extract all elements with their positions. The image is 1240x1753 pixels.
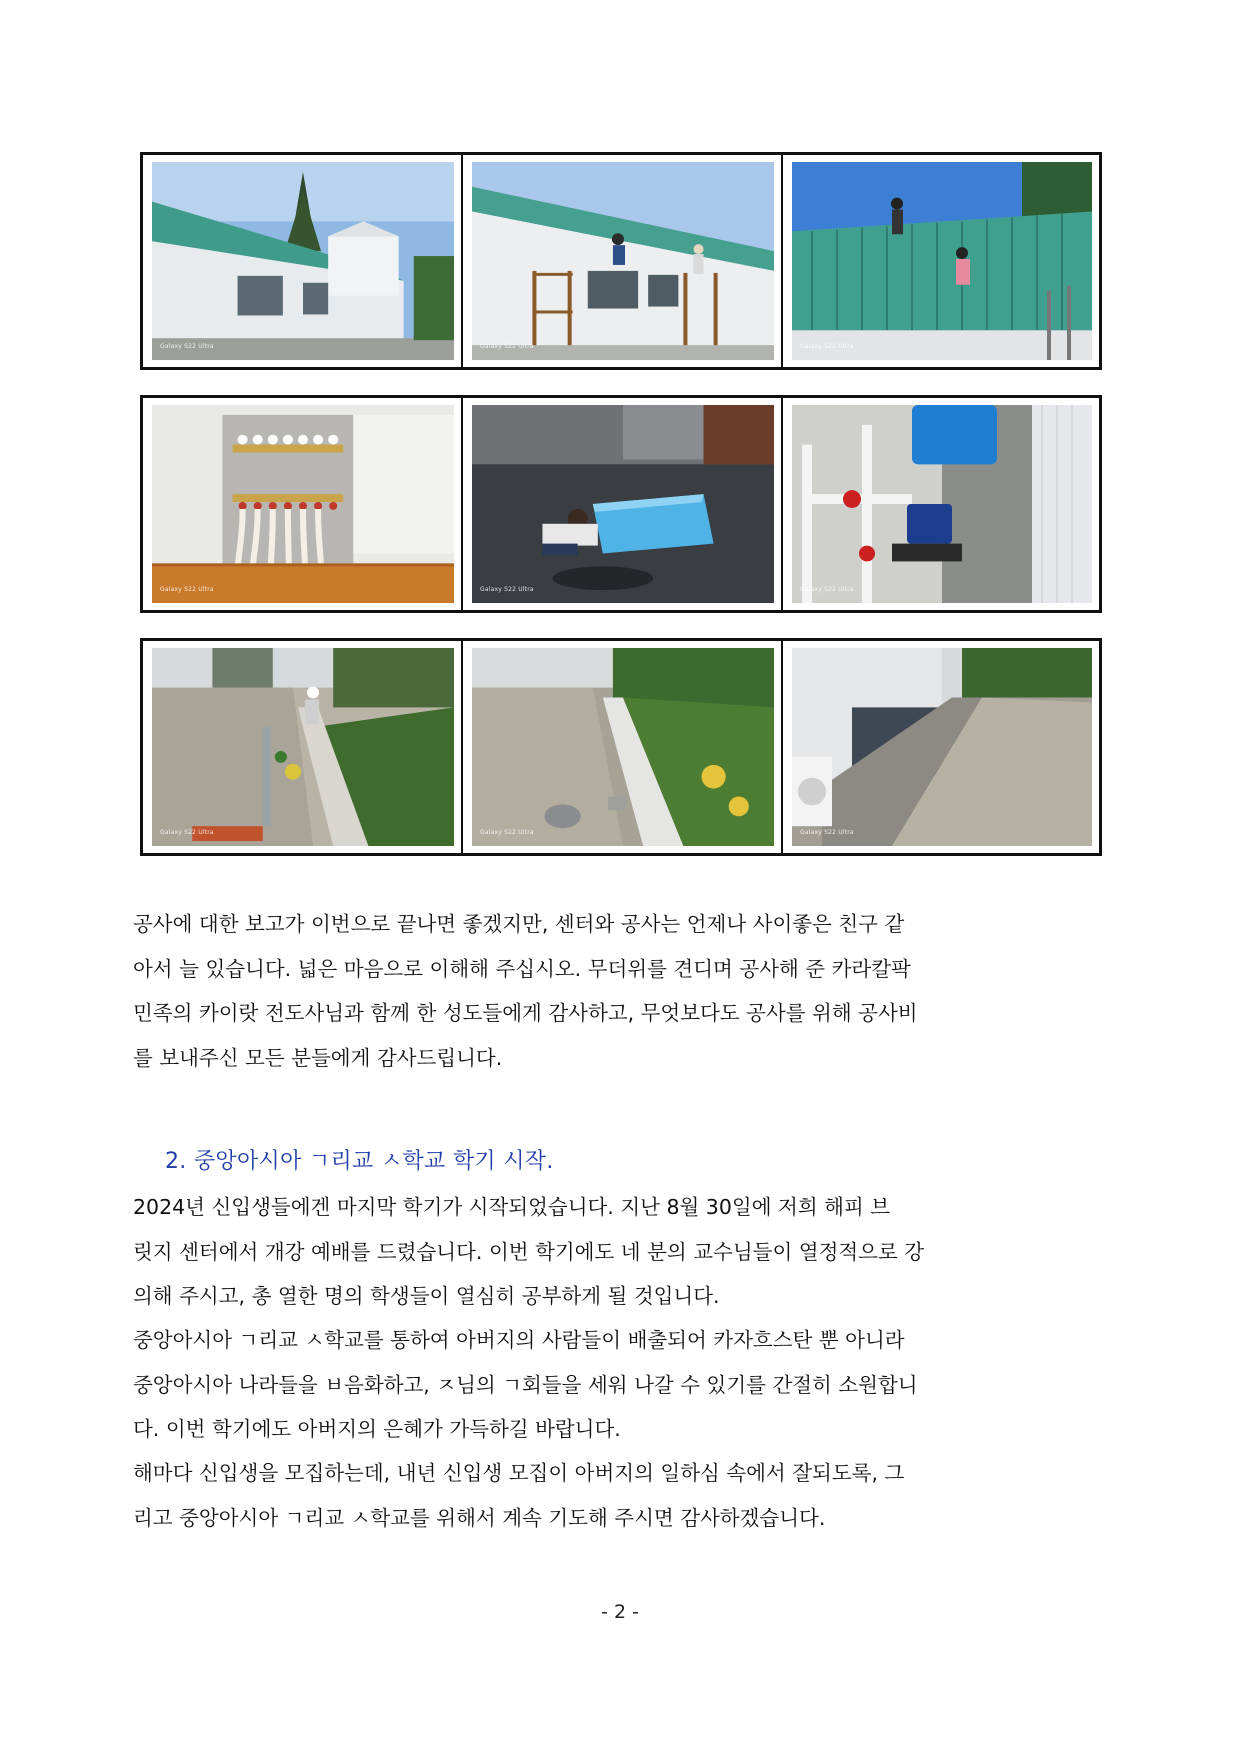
- photo-water-tank-yard: [472, 405, 774, 603]
- camera-watermark: Galaxy S22 Ultra: [480, 343, 534, 350]
- photo-cell: [461, 155, 781, 367]
- text-line: 리고 중앙아시아 ㄱ리교 ㅅ학교를 위해서 계속 기도해 주시면 감사하겠습니다.: [133, 1505, 826, 1530]
- camera-watermark: Galaxy S22 Ultra: [800, 586, 854, 593]
- photo-concrete-walkway: [792, 648, 1092, 846]
- camera-watermark: Galaxy S22 Ultra: [800, 343, 854, 350]
- paragraph-construction-report: [133, 902, 1100, 1080]
- text-line: 민족의 카이랏 전도사님과 함께 한 성도들에게 감사하고, 무엇보다도 공사를 위해 공사비: [133, 1001, 918, 1025]
- photo-garden-edging: [152, 648, 454, 846]
- photo-pump-and-pipes: [792, 405, 1092, 603]
- photo-cell: [143, 155, 461, 367]
- text-line: 다. 이번 학기에도 아버지의 은혜가 가득하길 바랍니다.: [133, 1417, 621, 1441]
- camera-watermark: Galaxy S22 Ultra: [800, 829, 854, 836]
- text-line: 공사에 대한 보고가 이번으로 끝나면 좋겠지만, 센터와 공사는 언제나 사이좋은 친구 같: [133, 912, 905, 936]
- photo-building-roof: [152, 162, 454, 360]
- camera-watermark: Galaxy S22 Ultra: [480, 586, 534, 593]
- paragraph-prayer-hope: [133, 1318, 1100, 1452]
- photo-cell: [461, 398, 781, 610]
- photo-cell: [781, 155, 1099, 367]
- text-line: 아서 늘 있습니다. 넓은 마음으로 이해해 주십시오. 무더위를 견디며 공사해 준 카라칼팍: [133, 956, 911, 981]
- photo-strip-yard: [140, 638, 1102, 856]
- camera-watermark: Galaxy S22 Ultra: [480, 829, 534, 836]
- text-line: 의해 주시고, 총 열한 명의 학생들이 열심히 공부하게 될 것입니다.: [133, 1284, 720, 1308]
- text-line: 중앙아시아 ㄱ리교 ㅅ학교를 통하여 아버지의 사람들이 배출되어 카자흐스탄 뿐 아니라: [133, 1328, 905, 1352]
- photo-cell: [781, 641, 1099, 853]
- photo-cell: [143, 398, 461, 610]
- photo-cell: [461, 641, 781, 853]
- text-line: 중앙아시아 나라들을 ㅂ음화하고, ㅈ님의 ㄱ회들을 세워 나갈 수 있기를 간절히 소원합니: [133, 1372, 918, 1397]
- photo-strip-roof: [140, 152, 1102, 370]
- text-line: 를 보내주신 모든 분들에게 감사드립니다.: [133, 1045, 503, 1070]
- text-line: 해마다 신입생을 모집하는데, 내년 신입생 모집이 아버지의 일하심 속에서 잘되도록, 그: [133, 1461, 905, 1485]
- photo-cell: [781, 398, 1099, 610]
- photo-gravel-path-garden: [472, 648, 774, 846]
- camera-watermark: Galaxy S22 Ultra: [160, 829, 214, 836]
- photo-heating-manifold: [152, 405, 454, 603]
- camera-watermark: Galaxy S22 Ultra: [160, 586, 214, 593]
- photo-cell: [143, 641, 461, 853]
- camera-watermark: Galaxy S22 Ultra: [160, 343, 214, 350]
- photo-scaffolding: [472, 162, 774, 360]
- paragraph-semester-start: [133, 1185, 1100, 1319]
- text-line: 2024년 신입생들에겐 마지막 학기가 시작되었습니다. 지난 8월 30일에 저희 해피 브: [133, 1195, 891, 1219]
- photo-strip-plumbing: [140, 395, 1102, 613]
- photo-workers-on-roof: [792, 162, 1092, 360]
- section-heading: 2. 중앙아시아 ㄱ리교 ㅅ학교 학기 시작.: [165, 1149, 554, 1174]
- page-number: - 2 -: [601, 1601, 639, 1623]
- text-line: 릿지 센터에서 개강 예배를 드렸습니다. 이번 학기에도 네 분의 교수님들이 열정적으로 강: [133, 1239, 925, 1264]
- paragraph-recruitment-prayer: [133, 1451, 1100, 1540]
